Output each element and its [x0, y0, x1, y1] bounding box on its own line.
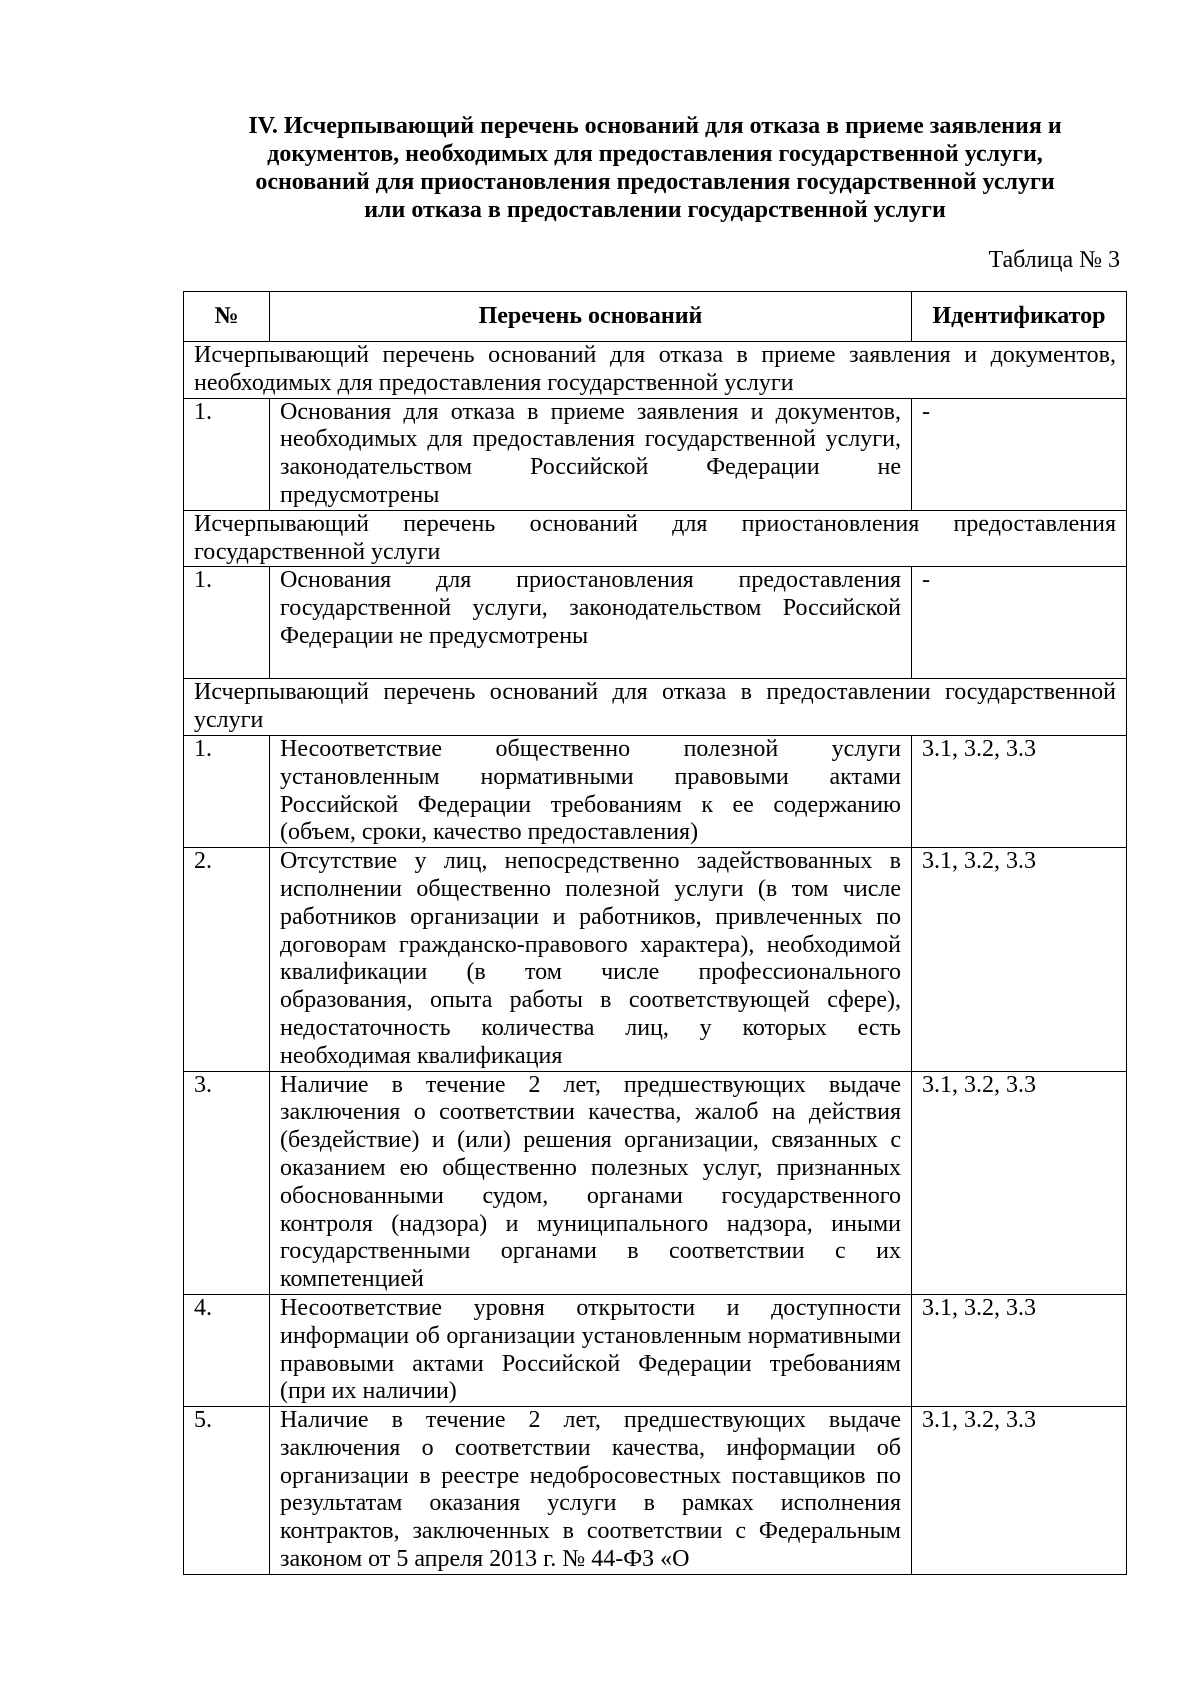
row-number: 1. [184, 398, 270, 510]
table-row [184, 1294, 1127, 1406]
table-row [184, 1407, 1127, 1575]
row-text: Несоответствие общественно полезной услуги установленным нормативными правовыми актами Российской Федерации требованиям к ее содержанию (объем, сроки, качество предоставления) [270, 735, 912, 847]
row-identifier: 3.1, 3.2, 3.3 [912, 1294, 1127, 1406]
row-identifier: 3.1, 3.2, 3.3 [912, 1407, 1127, 1575]
row-text: Отсутствие у лиц, непосредственно задействованных в исполнении общественно полезной услуги (в том числе работников организации и работников, привлеченных по договорам гражданско-правового характера), необходимой квалификации (в том числе профессионального образования, опыта работы в соответствующей сфере), недостаточность количества лиц, у которых есть необходимая квалификация [270, 848, 912, 1071]
row-identifier: - [912, 398, 1127, 510]
table-caption: Таблица № 3 [988, 247, 1120, 273]
section-heading: Исчерпывающий перечень оснований для отказа в приеме заявления и документов, необходимых для предоставления государственной услуги [184, 342, 1127, 399]
row-number: 1. [184, 567, 270, 679]
row-text: Основания для приостановления предоставления государственной услуги, законодательством Российской Федерации не предусмотрены [270, 567, 912, 679]
row-identifier: - [912, 567, 1127, 679]
header-number: № [184, 292, 270, 342]
row-text: Наличие в течение 2 лет, предшествующих выдаче заключения о соответствии качества, информации об организации в реестре недобросовестных поставщиков по результатам оказания услуги в рамках исполнения контрактов, заключенных в соответствии с Федеральным законом от 5 апреля 2013 г. № 44-ФЗ «О [270, 1407, 912, 1575]
table-row [184, 398, 1127, 510]
row-text: Несоответствие уровня открытости и доступности информации об организации установленным нормативными правовыми актами Российской Федерации требованиям (при их наличии) [270, 1294, 912, 1406]
row-number: 2. [184, 848, 270, 1071]
section-heading-row [184, 510, 1127, 567]
row-number: 3. [184, 1071, 270, 1294]
table-row [184, 1071, 1127, 1294]
section-heading: Исчерпывающий перечень оснований для отказа в предоставлении государственной услуги [184, 679, 1127, 736]
title-line: IV. Исчерпывающий перечень оснований для отказа в приеме заявления и [248, 113, 1062, 139]
table-header-row [184, 292, 1127, 342]
row-number: 1. [184, 735, 270, 847]
row-text: Основания для отказа в приеме заявления и документов, необходимых для предоставления государственной услуги, законодательством Российской Федерации не предусмотрены [270, 398, 912, 510]
section-title [190, 112, 1120, 224]
row-identifier: 3.1, 3.2, 3.3 [912, 735, 1127, 847]
row-identifier: 3.1, 3.2, 3.3 [912, 848, 1127, 1071]
title-line: оснований для приостановления предоставления государственной услуги [255, 169, 1055, 195]
row-number: 5. [184, 1407, 270, 1575]
header-identifier: Идентификатор [912, 292, 1127, 342]
header-grounds: Перечень оснований [270, 292, 912, 342]
title-line: или отказа в предоставлении государственной услуги [364, 197, 946, 223]
row-text: Наличие в течение 2 лет, предшествующих выдаче заключения о соответствии качества, жалоб на действия (бездействие) и (или) решения организации, связанных с оказанием ею общественно полезных услуг, признанных обоснованными судом, органами государственного контроля (надзора) и муниципального надзора, иными государственными органами в соответствии с их компетенцией [270, 1071, 912, 1294]
row-identifier: 3.1, 3.2, 3.3 [912, 1071, 1127, 1294]
section-heading-row [184, 342, 1127, 399]
row-number: 4. [184, 1294, 270, 1406]
table-row [184, 567, 1127, 679]
grounds-table [183, 291, 1127, 1575]
section-heading-row [184, 679, 1127, 736]
section-heading: Исчерпывающий перечень оснований для приостановления предоставления государственной услуги [184, 510, 1127, 567]
table-row [184, 848, 1127, 1071]
title-line: документов, необходимых для предоставления государственной услуги, [267, 141, 1043, 167]
table-row [184, 735, 1127, 847]
